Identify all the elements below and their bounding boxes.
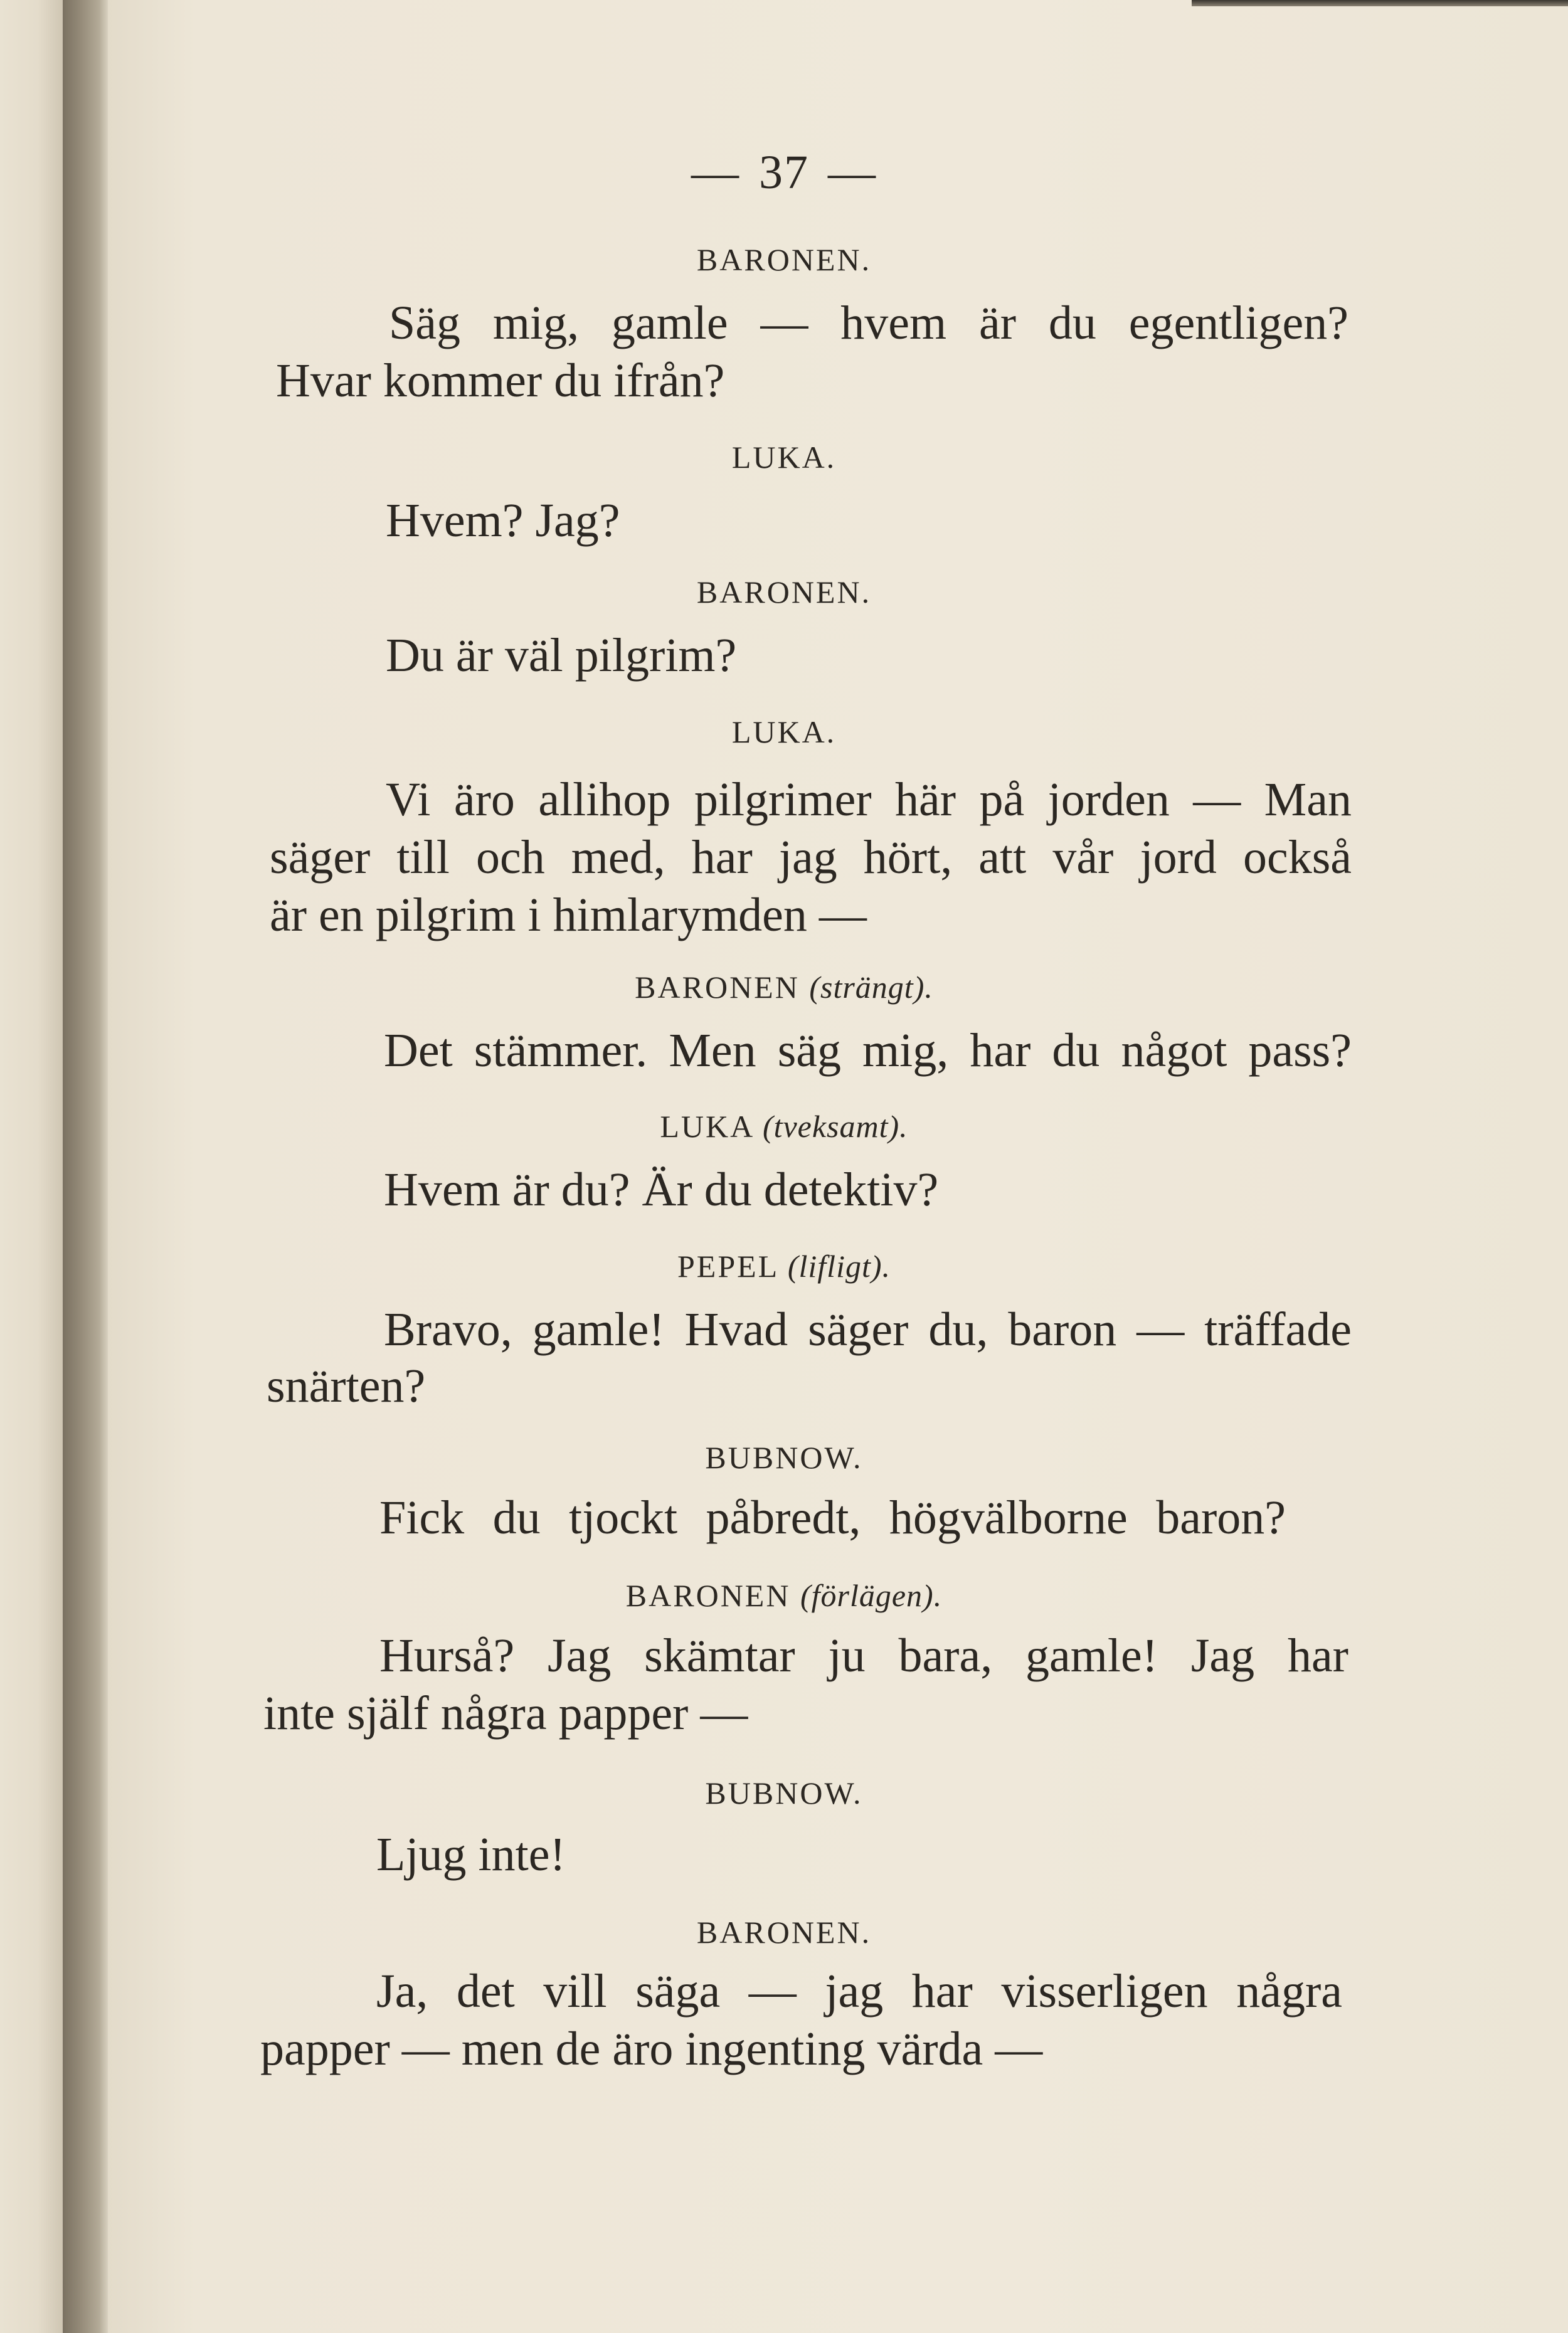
dialogue-line: Ljug inte!: [376, 1828, 566, 1881]
speaker-name: BARONEN.: [696, 574, 872, 610]
dialogue-line: Säg mig, gamle — hvem är du egentligen?: [389, 297, 1348, 349]
page-top-edge: [1192, 0, 1568, 6]
speaker-heading: [0, 714, 1568, 750]
dialogue-line: Bravo, gamle! Hvad säger du, baron — träffade: [384, 1303, 1352, 1356]
speaker-heading: [0, 439, 1568, 475]
dialogue-line: Hvar kommer du ifrån?: [276, 354, 725, 407]
page-number-value: 37: [759, 146, 809, 199]
page-number-dash-right: —: [828, 146, 877, 199]
page-number: [0, 145, 1568, 200]
dialogue-line: Ja, det vill säga — jag har visserligen några: [376, 1965, 1342, 2018]
dialogue-line: papper — men de äro ingenting värda —: [260, 2023, 1043, 2075]
facing-page-edge: [0, 0, 63, 2333]
speaker-name: PEPEL: [677, 1249, 778, 1284]
speaker-name: LUKA: [660, 1109, 753, 1144]
speaker-name: BARONEN: [625, 1578, 791, 1613]
speaker-name: BUBNOW.: [705, 1440, 863, 1475]
dialogue-line: Vi äro allihop pilgrimer här på jorden — Man: [386, 773, 1352, 826]
speaker-heading: [0, 1108, 1568, 1145]
speaker-heading: [0, 969, 1568, 1005]
speaker-heading: [0, 1914, 1568, 1950]
dialogue-line: Du är väl pilgrim?: [386, 629, 737, 682]
speaker-name: BARONEN: [635, 970, 800, 1005]
stage-direction: (tveksamt).: [762, 1109, 908, 1144]
dialogue-line: snärten?: [267, 1360, 426, 1412]
page-number-dash-left: —: [691, 146, 740, 199]
dialogue-line: Hurså? Jag skämtar ju bara, gamle! Jag har: [379, 1629, 1348, 1682]
dialogue-line: Det stämmer. Men säg mig, har du något pass?: [384, 1024, 1352, 1077]
dialogue-line: säger till och med, har jag hört, att vår jord också: [270, 831, 1352, 884]
stage-direction: (förlägen).: [800, 1578, 943, 1613]
speaker-heading: [0, 1248, 1568, 1284]
stage-direction: (lifligt).: [787, 1249, 891, 1284]
stage-direction: (strängt).: [809, 970, 933, 1005]
dialogue-line: Hvem? Jag?: [386, 494, 620, 547]
speaker-heading: [0, 574, 1568, 610]
dialogue-line: Hvem är du? Är du detektiv?: [384, 1163, 939, 1216]
book-gutter: [63, 0, 108, 2333]
dialogue-line: inte själf några papper —: [263, 1687, 748, 1740]
speaker-name: LUKA.: [731, 440, 837, 475]
speaker-heading: [0, 1439, 1568, 1476]
dialogue-line: är en pilgrim i himlarymden —: [270, 889, 867, 941]
speaker-name: BARONEN.: [696, 242, 872, 277]
dialogue-line: Fick du tjockt påbredt, högvälborne baron?: [379, 1491, 1286, 1544]
speaker-heading: [0, 1577, 1568, 1614]
speaker-name: LUKA.: [731, 714, 837, 749]
speaker-heading: [0, 1775, 1568, 1811]
speaker-heading: [0, 241, 1568, 278]
speaker-name: BUBNOW.: [705, 1775, 863, 1811]
speaker-name: BARONEN.: [696, 1915, 872, 1950]
